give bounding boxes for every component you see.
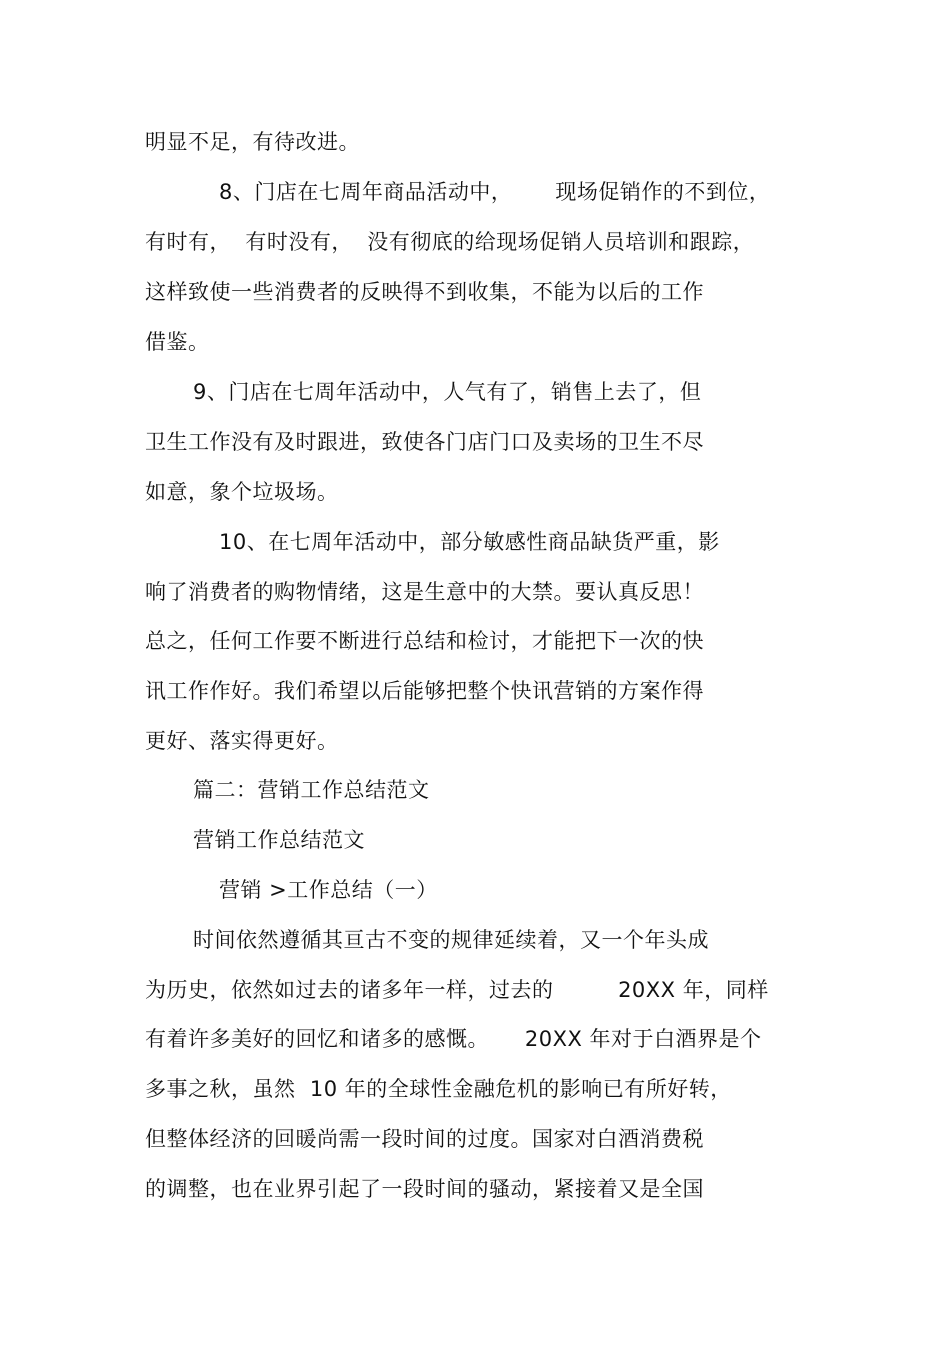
text-line: 时间依然遵循其亘古不变的规律延续着，又一个年头成: [193, 928, 709, 952]
text-line: 有时有， 有时没有， 没有彻底的给现场促销人员培训和跟踪，: [145, 230, 755, 254]
text-line: 响了消费者的购物情绪，这是生意中的大禁。要认真反思！: [145, 580, 704, 604]
text-line: 多事之秋，虽然 10 年的全球性金融危机的影响已有所好转，: [145, 1077, 732, 1101]
text-line: 为历史，依然如过去的诸多年一样，过去的 20XX 年，同样: [145, 978, 769, 1002]
text-line: 卫生工作没有及时跟进，致使各门店门口及卖场的卫生不尽: [145, 430, 704, 454]
document-title: 营销工作总结范文: [193, 828, 365, 852]
text-line: 但整体经济的回暖尚需一段时间的过度。国家对白酒消费税: [145, 1127, 704, 1151]
text-line: 明显不足，有待改进。: [145, 130, 360, 154]
text-line: 讯工作作好。我们希望以后能够把整个快讯营销的方案作得: [145, 679, 704, 703]
text-line: 的调整，也在业界引起了一段时间的骚动，紧接着又是全国: [145, 1177, 704, 1201]
text-line: 8、门店在七周年商品活动中， 现场促销作的不到位，: [219, 180, 771, 204]
text-line: 借鉴。: [145, 330, 210, 354]
document-subtitle: 营销 >工作总结（一）: [219, 878, 438, 902]
text-line: 更好、落实得更好。: [145, 729, 339, 753]
text-line: 如意，象个垃圾场。: [145, 480, 339, 504]
text-line: 总之，任何工作要不断进行总结和检讨，才能把下一次的快: [145, 629, 704, 653]
section-heading: 篇二：营销工作总结范文: [193, 778, 430, 802]
text-line: 10、在七周年活动中，部分敏感性商品缺货严重，影: [219, 530, 720, 554]
text-line: 有着许多美好的回忆和诸多的感慨。 20XX 年对于白酒界是个: [145, 1027, 762, 1051]
text-line: 这样致使一些消费者的反映得不到收集，不能为以后的工作: [145, 280, 704, 304]
text-line: 9、门店在七周年活动中，人气有了，销售上去了，但: [193, 380, 702, 404]
